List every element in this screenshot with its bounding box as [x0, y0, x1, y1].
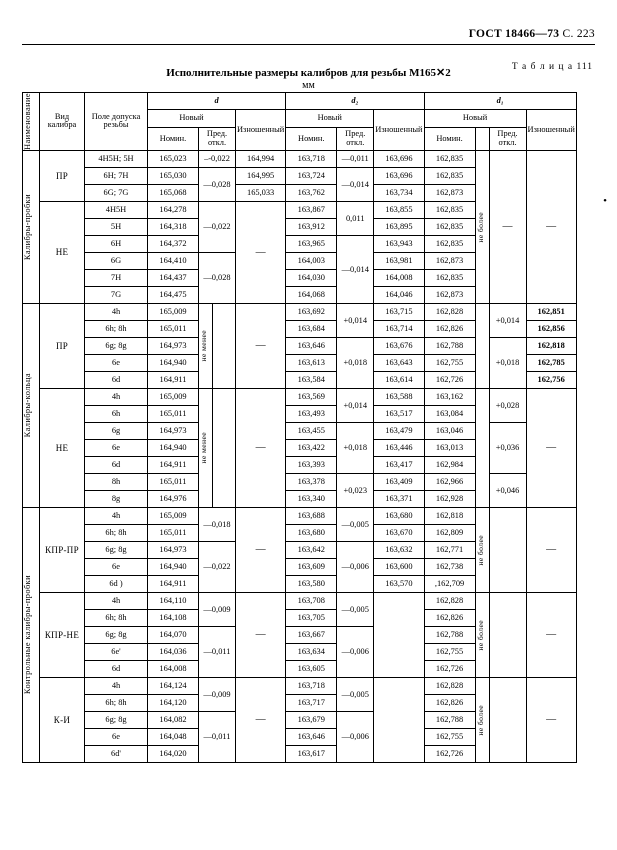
- kind-label-kpr-pr: КПР-ПР: [45, 544, 79, 555]
- d2-nominal: 163,634: [297, 647, 325, 657]
- d1-nominal: 162,771: [435, 545, 464, 555]
- d2-nominal: 163,584: [297, 375, 325, 385]
- d-nominal: 165,068: [159, 188, 187, 198]
- d-nominal: 165,009: [159, 307, 187, 317]
- d2-deviation: 0,011: [345, 213, 365, 223]
- group-label-probki: Калибры-пробки: [23, 193, 32, 261]
- tolerance-value: 6Н: [110, 239, 122, 249]
- tolerance-value: 4h: [111, 596, 121, 606]
- col-header-kind: Вид калибра: [47, 111, 77, 130]
- d2-nominal: 163,605: [297, 664, 325, 674]
- tolerance-value: 4h: [111, 392, 121, 402]
- d-nominal: 164,036: [159, 647, 187, 657]
- col-header-tolerance: Поле допуска резьбы: [91, 111, 141, 130]
- d-worn: 164,995: [247, 171, 275, 181]
- d2-nominal: 163,340: [297, 494, 325, 504]
- tolerance-value: 4Н5Н; 5Н: [98, 154, 134, 164]
- d2-worn: 163,895: [385, 222, 413, 232]
- dimensions-table: [22, 92, 577, 763]
- d1-deviation: +0,036: [495, 443, 520, 453]
- kind-label-kpr-ne: КПР-НЕ: [44, 629, 80, 640]
- d-nominal: 164,048: [159, 732, 187, 742]
- col-header-new-d: Новый: [179, 113, 204, 123]
- d2-worn: 163,715: [385, 307, 413, 317]
- d-nominal: 164,976: [159, 494, 187, 504]
- d2-worn: 163,943: [385, 239, 413, 249]
- d2-nominal: 163,912: [297, 222, 325, 232]
- d2-nominal: 163,646: [297, 732, 325, 742]
- d2-nominal: 164,030: [297, 273, 325, 283]
- d2-nominal: 164,003: [297, 256, 325, 266]
- col-header-worn-d: Изношенный: [237, 124, 285, 134]
- d-nominal: 164,008: [159, 664, 187, 674]
- d2-nominal: 163,692: [297, 307, 325, 317]
- d-nominal: 165,011: [159, 528, 187, 538]
- col-header-nom-d1: Номин.: [436, 133, 463, 143]
- col-header-dev-d2: Пред. откл.: [345, 129, 366, 148]
- d1-deviation: —: [502, 221, 513, 233]
- margin-mark: •: [603, 195, 607, 207]
- d1-nominal: 162,755: [435, 732, 464, 742]
- d2-deviation: —0,014: [341, 179, 369, 189]
- d2-deviation: +0,014: [343, 315, 368, 325]
- d1-deviation: +0,014: [495, 315, 520, 325]
- group-label-kontrolnye: Контрольные калибры-пробки: [23, 575, 32, 695]
- d-nominal: 164,070: [159, 630, 187, 640]
- d1-nominal: 162,826: [435, 613, 464, 623]
- d-deviation: —0,009: [203, 604, 231, 614]
- tolerance-value: 8g: [111, 494, 121, 504]
- d-nominal: 164,318: [159, 222, 187, 232]
- d-nominal: 164,020: [159, 749, 187, 759]
- d-nominal: 165,009: [159, 511, 187, 521]
- d2-worn: 163,570: [385, 579, 413, 589]
- d2-worn: 163,446: [385, 443, 413, 453]
- d-nominal: 164,437: [159, 273, 187, 283]
- d-nominal: 164,082: [159, 715, 187, 725]
- d-nominal: 164,278: [159, 205, 187, 215]
- d1-worn: —: [546, 629, 557, 641]
- d-nominal: 165,009: [159, 392, 187, 402]
- tolerance-value: 6h; 8h: [105, 698, 127, 708]
- note-ne-bolee: не более: [475, 211, 485, 243]
- d-deviation: —0,028: [203, 179, 231, 189]
- d-worn: —: [255, 340, 266, 352]
- d1-nominal: 162,873: [435, 256, 464, 266]
- d1-nominal: 163,162: [435, 392, 464, 402]
- note-ne-menee: не менее: [199, 432, 208, 464]
- d2-nominal: 163,422: [297, 443, 325, 453]
- d2-nominal: 163,684: [297, 324, 325, 334]
- d2-worn: 163,600: [385, 562, 413, 572]
- d2-worn: 163,409: [385, 477, 413, 487]
- d1-deviation: +0,018: [495, 358, 520, 368]
- d2-worn: 163,632: [385, 545, 413, 555]
- d-worn: —: [255, 714, 266, 726]
- d2-worn: 163,643: [385, 358, 413, 368]
- d2-nominal: 163,762: [297, 188, 325, 198]
- d2-deviation: +0,018: [343, 443, 368, 453]
- d2-nominal: 163,680: [297, 528, 325, 538]
- d-deviation: —0,009: [203, 689, 231, 699]
- d2-nominal: 163,617: [297, 749, 325, 759]
- tolerance-value: 6g; 8g: [105, 545, 127, 555]
- d1-nominal: 162,788: [435, 630, 464, 640]
- d-nominal: 165,030: [159, 171, 187, 181]
- units-label: мм: [302, 80, 315, 91]
- d2-worn: 163,981: [385, 256, 413, 266]
- d2-nominal: 163,642: [297, 545, 325, 555]
- d2-nominal: 163,455: [297, 426, 325, 436]
- col-header-dev-d: Пред. откл.: [206, 129, 228, 148]
- d-nominal: 164,973: [159, 426, 187, 436]
- col-header-d: d: [214, 95, 219, 105]
- d2-deviation: —0,006: [341, 562, 369, 572]
- d2-nominal: 163,580: [297, 579, 325, 589]
- tolerance-value: 6h; 8h: [105, 613, 127, 623]
- table-caption: Т а б л и ц а 111: [511, 62, 593, 72]
- tolerance-value: 6d: [111, 664, 121, 674]
- d1-nominal: 163,013: [435, 443, 464, 453]
- col-header-dev-d1: Пред. откл.: [497, 129, 518, 148]
- tolerance-value: 6е: [112, 732, 120, 742]
- d1-nominal: 162,835: [435, 273, 464, 283]
- note-ne-bolee: не более: [475, 704, 485, 736]
- d1-worn: —: [546, 714, 557, 726]
- d1-nominal: 162,826: [435, 698, 464, 708]
- header-rule: [22, 44, 595, 45]
- table-header-row-1: [23, 93, 577, 110]
- d-worn: —: [255, 629, 266, 641]
- d2-nominal: 163,718: [297, 681, 325, 691]
- d1-worn: —: [546, 221, 557, 233]
- d1-nominal: ,162,709: [434, 579, 465, 589]
- tolerance-value: 6d: [111, 460, 121, 470]
- d2-nominal: 163,688: [297, 511, 325, 521]
- col-header-new-d2: Новый: [317, 113, 342, 123]
- tolerance-value: 6е: [112, 358, 120, 368]
- d2-worn: 163,371: [385, 494, 413, 504]
- d1-nominal: 162,755: [435, 647, 464, 657]
- kind-label-ne: НЕ: [55, 247, 69, 258]
- d1-nominal: 163,084: [435, 409, 464, 419]
- d2-nominal: 163,667: [297, 630, 325, 640]
- d-nominal: 164,973: [159, 545, 187, 555]
- d-nominal: 164,124: [159, 681, 187, 691]
- d1-worn: 162,756: [537, 375, 565, 385]
- tolerance-value: 6d': [111, 749, 121, 759]
- note-ne-menee: не менее: [199, 330, 208, 362]
- tolerance-value: 6е: [112, 443, 120, 453]
- d2-deviation: —0,014: [341, 264, 369, 274]
- d1-deviation: +0,028: [495, 400, 520, 410]
- tolerance-value: 4h: [111, 511, 121, 521]
- d1-nominal: 162,835: [435, 205, 464, 215]
- d2-deviation: —0,011: [341, 154, 369, 164]
- d-nominal: 165,011: [159, 324, 187, 334]
- page-number: С. 223: [562, 28, 595, 40]
- d1-nominal: 162,809: [435, 528, 464, 538]
- col-header-worn-d1: Изношенный: [527, 124, 575, 134]
- d-nominal: 164,372: [159, 239, 187, 249]
- d-nominal: 164,410: [159, 256, 187, 266]
- d2-nominal: 163,867: [297, 205, 325, 215]
- kind-label-k-i: К-И: [53, 714, 71, 725]
- d-worn: 164,994: [247, 154, 275, 164]
- d2-worn: 163,670: [385, 528, 413, 538]
- d2-nominal: 164,068: [297, 290, 325, 300]
- tolerance-value: 4Н5Н: [105, 205, 127, 215]
- d1-nominal: 162,835: [435, 222, 464, 232]
- tolerance-value: 6g: [111, 426, 121, 436]
- d2-nominal: 163,613: [297, 358, 325, 368]
- d1-nominal: 162,818: [435, 511, 464, 521]
- d1-worn: 162,785: [537, 358, 565, 368]
- d1-nominal: 162,828: [435, 596, 464, 606]
- d2-worn: 163,517: [385, 409, 413, 419]
- d1-worn: 162,856: [537, 324, 565, 334]
- d1-nominal: 162,984: [435, 460, 464, 470]
- tolerance-value: 4h: [111, 307, 121, 317]
- d-nominal: 164,940: [159, 562, 187, 572]
- d-nominal: 165,011: [159, 477, 187, 487]
- d1-nominal: 162,726: [435, 375, 464, 385]
- d2-worn: 164,008: [385, 273, 413, 283]
- d2-nominal: 163,646: [297, 341, 325, 351]
- tolerance-value: 7Н: [110, 273, 122, 283]
- d1-nominal: 162,873: [435, 188, 464, 198]
- tolerance-value: 6g; 8g: [105, 715, 127, 725]
- d-nominal: 164,940: [159, 358, 187, 368]
- d2-deviation: +0,023: [343, 485, 368, 495]
- d2-nominal: 163,724: [297, 171, 325, 181]
- tolerance-value: 5Н: [110, 222, 122, 232]
- d1-nominal: 162,726: [435, 664, 464, 674]
- d2-nominal: 163,708: [297, 596, 325, 606]
- d2-nominal: 163,378: [297, 477, 325, 487]
- d2-deviation: —0,006: [341, 647, 369, 657]
- d2-worn: 163,696: [385, 171, 413, 181]
- d2-worn: 163,714: [385, 324, 413, 334]
- group-label-koltsa: Калибры-кольца: [23, 373, 32, 438]
- d2-worn: 163,696: [385, 154, 413, 164]
- d1-nominal: 162,835: [435, 239, 464, 249]
- tolerance-value: 6е': [111, 647, 121, 657]
- standard-number: ГОСТ 18466—73: [468, 28, 560, 40]
- d2-nominal: 163,718: [297, 154, 325, 164]
- d-deviation: —0,011: [203, 647, 231, 657]
- d1-nominal: 162,873: [435, 290, 464, 300]
- d-worn: —: [255, 442, 266, 454]
- tolerance-value: 6е: [112, 562, 120, 572]
- d1-nominal: 163,046: [435, 426, 464, 436]
- col-header-worn-d2: Изношенный: [375, 124, 423, 134]
- d2-worn: 163,417: [385, 460, 413, 470]
- d-nominal: 164,911: [159, 579, 187, 589]
- d1-nominal: 162,755: [435, 358, 464, 368]
- tolerance-value: 4h: [111, 681, 121, 691]
- d-deviation: —0,022: [203, 222, 231, 232]
- d-nominal: 165,023: [159, 154, 187, 164]
- tolerance-value: 6d ): [109, 579, 123, 589]
- col-header-d1: d₁: [496, 95, 504, 105]
- col-header-name: Наименование: [23, 93, 32, 150]
- d2-worn: 163,479: [385, 426, 413, 436]
- d2-nominal: 163,569: [297, 392, 325, 402]
- tolerance-value: 6g; 8g: [105, 341, 127, 351]
- d-nominal: 164,108: [159, 613, 187, 623]
- d-worn: —: [255, 544, 266, 556]
- d2-nominal: 163,717: [297, 698, 325, 708]
- d2-nominal: 163,493: [297, 409, 325, 419]
- d-deviation: —0,018: [203, 519, 231, 529]
- tolerance-value: 8h: [111, 477, 121, 487]
- d2-deviation: +0,018: [343, 358, 368, 368]
- d2-nominal: 163,705: [297, 613, 325, 623]
- d-nominal: 164,911: [159, 375, 187, 385]
- d1-nominal: 162,828: [435, 681, 464, 691]
- d2-worn: 163,734: [385, 188, 413, 198]
- col-header-new-d1: Новый: [462, 113, 488, 123]
- tolerance-value: 6h; 8h: [105, 324, 127, 334]
- d-worn: 165,033: [247, 188, 275, 198]
- d2-worn: 163,614: [385, 375, 413, 385]
- tolerance-value: 6g; 8g: [105, 630, 127, 640]
- note-ne-bolee: не более: [475, 534, 485, 566]
- d1-nominal: 162,826: [435, 324, 464, 334]
- d1-nominal: 162,788: [435, 341, 464, 351]
- d1-nominal: 162,966: [435, 477, 464, 487]
- d1-worn: —: [546, 442, 557, 454]
- d2-deviation: —0,005: [341, 689, 369, 699]
- d1-nominal: 162,928: [435, 494, 464, 504]
- tolerance-value: 6G: [110, 256, 122, 266]
- tolerance-value: 6h: [111, 409, 121, 419]
- col-header-nom-d: Номин.: [159, 133, 187, 143]
- d2-nominal: 163,393: [297, 460, 325, 470]
- d-nominal: 164,110: [159, 596, 187, 606]
- tolerance-value: 6G; 7G: [103, 188, 129, 198]
- d-deviation: —0,028: [203, 273, 231, 283]
- d2-worn: 163,680: [385, 511, 413, 521]
- d1-nominal: 162,835: [435, 154, 464, 164]
- d-nominal: 164,911: [159, 460, 187, 470]
- d-nominal: 164,940: [159, 443, 187, 453]
- d2-deviation: —0,006: [341, 732, 369, 742]
- d2-nominal: 163,679: [297, 715, 325, 725]
- kind-label-ne: НЕ: [55, 442, 69, 453]
- d1-nominal: 162,828: [435, 307, 464, 317]
- d2-nominal: 163,609: [297, 562, 325, 572]
- d-nominal: 165,011: [159, 409, 187, 419]
- kind-label-pr: ПР: [55, 340, 69, 351]
- d1-nominal: 162,738: [435, 562, 464, 572]
- tolerance-value: 6h; 8h: [105, 528, 127, 538]
- d1-nominal: 162,788: [435, 715, 464, 725]
- page-title: Исполнительные размеры калибров для резьбы М165✕2: [166, 67, 451, 79]
- d1-deviation: +0,046: [495, 485, 520, 495]
- col-header-nom-d2: Номин.: [298, 133, 325, 143]
- d2-deviation: —0,005: [341, 604, 369, 614]
- d2-worn: 164,046: [385, 290, 413, 300]
- kind-label-pr: ПР: [55, 170, 69, 181]
- d-nominal: 164,120: [159, 698, 187, 708]
- d-deviation: –-0,022: [204, 154, 230, 164]
- d-nominal: 164,973: [159, 341, 187, 351]
- d2-worn: 163,588: [385, 392, 413, 402]
- page-header: [469, 28, 595, 40]
- tolerance-value: 6d: [111, 375, 121, 385]
- tolerance-value: 7G: [110, 290, 122, 300]
- d2-nominal: 163,965: [297, 239, 325, 249]
- d1-nominal: 162,835: [435, 171, 464, 181]
- tolerance-value: 6Н; 7Н: [103, 171, 129, 181]
- d-deviation: —0,011: [203, 732, 231, 742]
- d-nominal: 164,475: [159, 290, 187, 300]
- d2-deviation: +0,014: [343, 400, 368, 410]
- d-worn: —: [255, 246, 266, 258]
- note-ne-bolee: не более: [475, 619, 485, 651]
- d2-deviation: —0,005: [341, 519, 369, 529]
- d-deviation: —0,022: [203, 562, 231, 572]
- d1-worn: 162,851: [537, 307, 565, 317]
- d1-worn: 162,818: [537, 341, 565, 351]
- d2-worn: 163,676: [385, 341, 413, 351]
- d2-worn: 163,855: [385, 205, 413, 215]
- d1-worn: —: [546, 544, 557, 556]
- d1-nominal: 162,726: [435, 749, 464, 759]
- col-header-d2: d₂: [351, 95, 359, 105]
